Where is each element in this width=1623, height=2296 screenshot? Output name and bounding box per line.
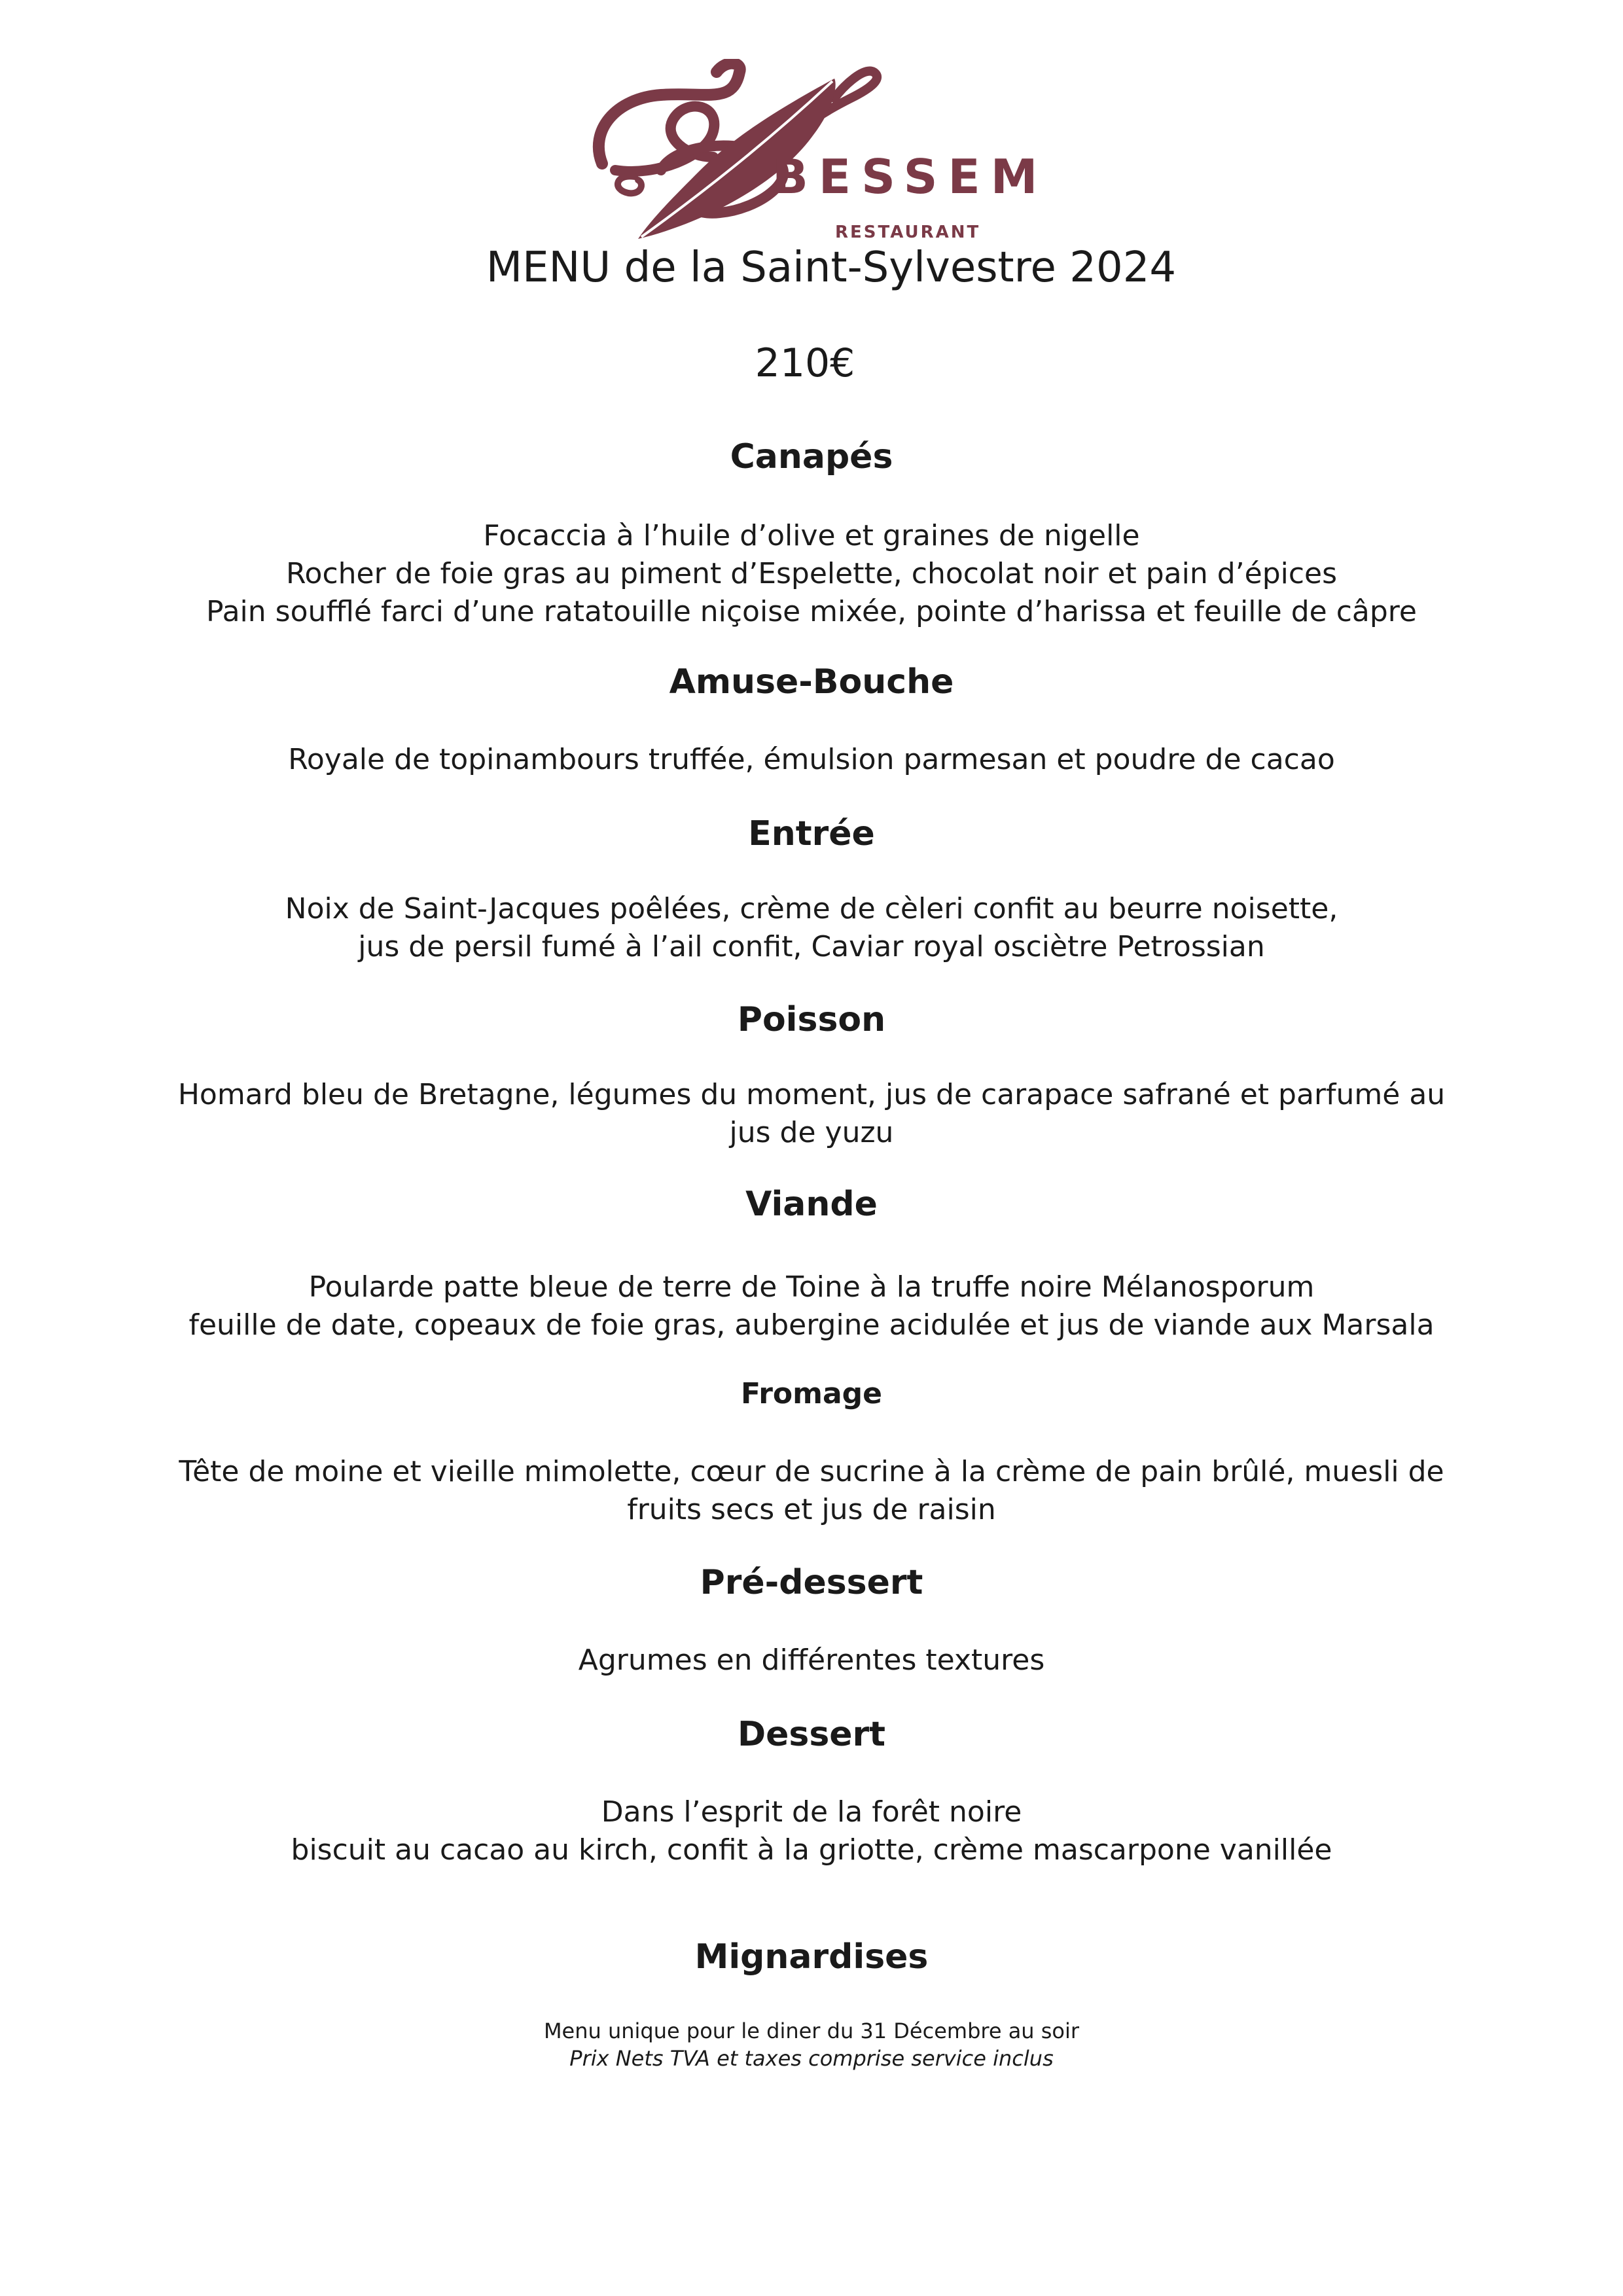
menu-item-line: Focaccia à l’huile d’olive et graines de nigelle — [483, 519, 1140, 552]
menu-item-line: feuille de date, copeaux de foie gras, aubergine acidulée et jus de viande aux Marsala — [188, 1308, 1435, 1342]
section-title-entree: Entrée — [748, 814, 875, 853]
section-title-dessert: Dessert — [737, 1715, 886, 1754]
section-body-poisson — [0, 1076, 1623, 1152]
footer-price-note: Prix Nets TVA et taxes comprise service inclus — [569, 2046, 1054, 2071]
menu-item-line: Poularde patte bleue de terre de Toine à la truffe noire Mélanosporum — [308, 1270, 1315, 1304]
brand-name: BESSEM — [772, 149, 1048, 204]
section-title-canapes: Canapés — [730, 437, 893, 476]
menu-item-line: jus de yuzu — [729, 1116, 894, 1149]
section-body-viande — [0, 1268, 1623, 1344]
menu-item-line: Pain soufflé farci d’une ratatouille niçoise mixée, pointe d’harissa et feuille de câpre — [206, 595, 1417, 628]
section-title-mignardises: Mignardises — [694, 1937, 929, 1977]
section-title-poisson: Poisson — [737, 1000, 886, 1039]
section-title-viande: Viande — [745, 1185, 878, 1224]
brand-subtitle: RESTAURANT — [835, 223, 981, 242]
menu-item-line: Noix de Saint-Jacques poêlées, crème de cèleri confit au beurre noisette, — [285, 892, 1338, 925]
section-body-fromage — [0, 1453, 1623, 1529]
section-body-canapes — [0, 517, 1623, 631]
section-title-amuse-bouche: Amuse-Bouche — [669, 662, 954, 702]
menu-item-line: jus de persil fumé à l’ail confit, Caviar royal osciètre Petrossian — [358, 930, 1265, 963]
menu-item-line: Dans l’esprit de la forêt noire — [601, 1795, 1022, 1829]
footer-note: Menu unique pour le diner du 31 Décembre au soir — [543, 2018, 1080, 2043]
menu-price: 210€ — [755, 340, 855, 386]
menu-item-line: Rocher de foie gras au piment d’Espelette, chocolat noir et pain d’épices — [285, 557, 1338, 590]
menu-item-line: biscuit au cacao au kirch, confit à la griotte, crème mascarpone vanillée — [291, 1833, 1332, 1867]
menu-item-line: Agrumes en différentes textures — [578, 1643, 1045, 1677]
section-body-entree — [0, 890, 1623, 966]
section-title-pre-dessert: Pré-dessert — [700, 1563, 923, 1602]
menu-item-line: Homard bleu de Bretagne, légumes du moment, jus de carapace safrané et parfumé au — [177, 1078, 1446, 1111]
section-title-fromage: Fromage — [740, 1377, 883, 1410]
menu-item-line: Tête de moine et vieille mimolette, cœur de sucrine à la crème de pain brûlé, muesli de — [179, 1455, 1444, 1488]
section-body-pre-dessert — [0, 1641, 1623, 1679]
menu-item-line: fruits secs et jus de raisin — [627, 1493, 996, 1526]
menu-item-line: Royale de topinambours truffée, émulsion parmesan et poudre de cacao — [288, 743, 1335, 776]
section-body-amuse-bouche — [0, 741, 1623, 779]
menu-title: MENU de la Saint-Sylvestre 2024 — [486, 243, 1177, 292]
section-body-dessert — [0, 1793, 1623, 1869]
